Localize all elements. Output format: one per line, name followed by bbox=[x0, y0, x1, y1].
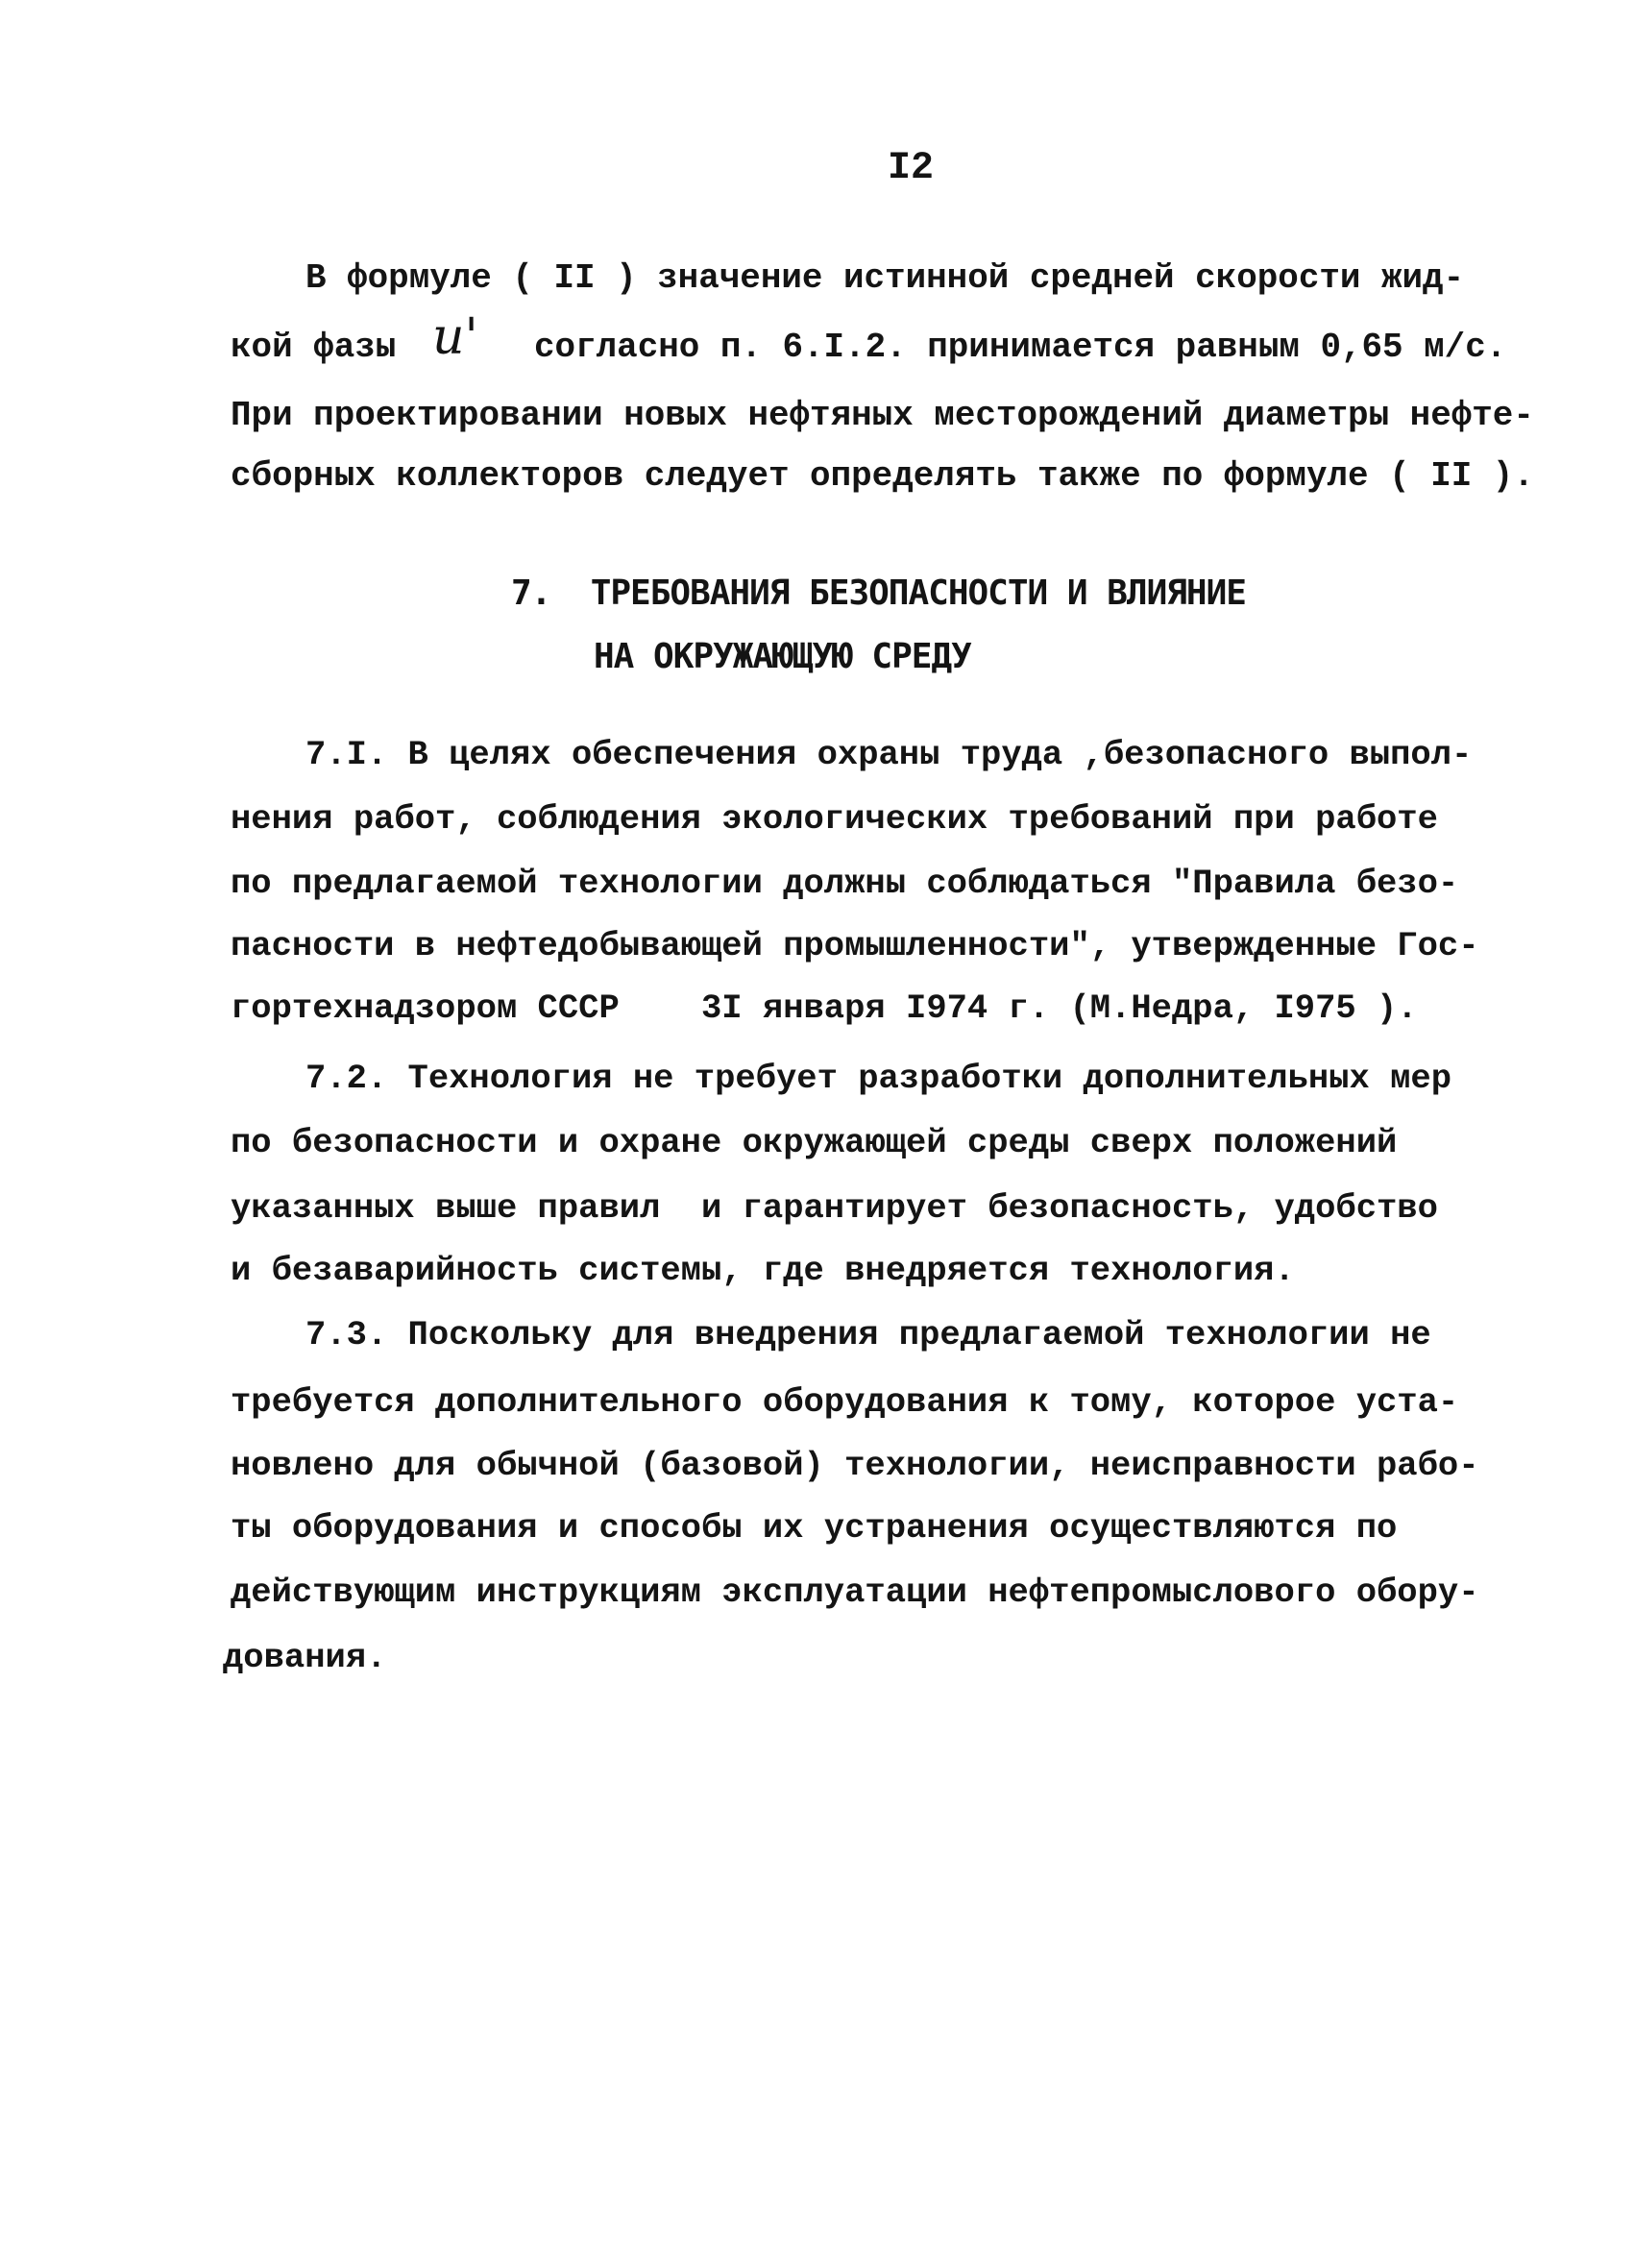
velocity-symbol: u' bbox=[432, 308, 478, 366]
para-7-1-line-5: гортехнадзором СССР 3I января I974 г. (М.Недра, I975 ). bbox=[231, 988, 1418, 1028]
para-7-2-line-2: по безопасности и охране окружающей среды сверх положений bbox=[231, 1123, 1398, 1162]
para-7-3-line-3: новлено для обычной (базовой) технологии, неисправности рабо- bbox=[231, 1446, 1479, 1485]
page-number: I2 bbox=[888, 147, 935, 190]
section-title-line-1: 7. ТРЕБОВАНИЯ БЕЗОПАСНОСТИ И ВЛИЯНИЕ bbox=[511, 573, 1246, 613]
intro-line-4: сборных коллекторов следует определять также по формуле ( II ). bbox=[231, 456, 1534, 496]
para-7-2-line-1: 7.2. Технология не требует разработки дополнительных мер bbox=[305, 1059, 1451, 1098]
para-7-1-line-4: пасности в нефтедобывающей промышленности", утвержденные Гос- bbox=[231, 926, 1479, 965]
para-7-1-line-3: по предлагаемой технологии должны соблюдаться "Правила безо- bbox=[231, 864, 1459, 903]
para-7-1-line-2: нения работ, соблюдения экологических требований при работе bbox=[231, 799, 1438, 839]
para-7-2-line-3: указанных выше правил и гарантирует безопасность, удобство bbox=[231, 1188, 1438, 1228]
para-7-3-line-1: 7.3. Поскольку для внедрения предлагаемой технологии не bbox=[305, 1315, 1431, 1354]
intro-line-2b: согласно п. 6.I.2. принимается равным 0,65 м/с. bbox=[534, 328, 1507, 367]
para-7-1-line-1: 7.I. В целях обеспечения охраны труда ,безопасного выпол- bbox=[305, 735, 1473, 774]
section-title-line-2: НА ОКРУЖАЮЩУЮ СРЕДУ bbox=[594, 637, 971, 676]
para-7-3-line-5: действующим инструкциям эксплуатации нефтепромыслового обору- bbox=[231, 1573, 1479, 1612]
para-7-3-line-4: ты оборудования и способы их устранения осуществляются по bbox=[231, 1508, 1398, 1548]
para-7-3-line-2: требуется дополнительного оборудования к тому, которое уста- bbox=[231, 1382, 1459, 1422]
para-7-3-line-6: дования. bbox=[223, 1638, 387, 1677]
intro-line-1: В формуле ( II ) значение истинной средней скорости жид- bbox=[305, 258, 1465, 298]
intro-line-2a: кой фазы bbox=[231, 328, 397, 367]
para-7-2-line-4: и безаварийность системы, где внедряется технология. bbox=[231, 1251, 1295, 1290]
intro-line-3: При проектировании новых нефтяных месторождений диаметры нефте- bbox=[231, 396, 1534, 435]
